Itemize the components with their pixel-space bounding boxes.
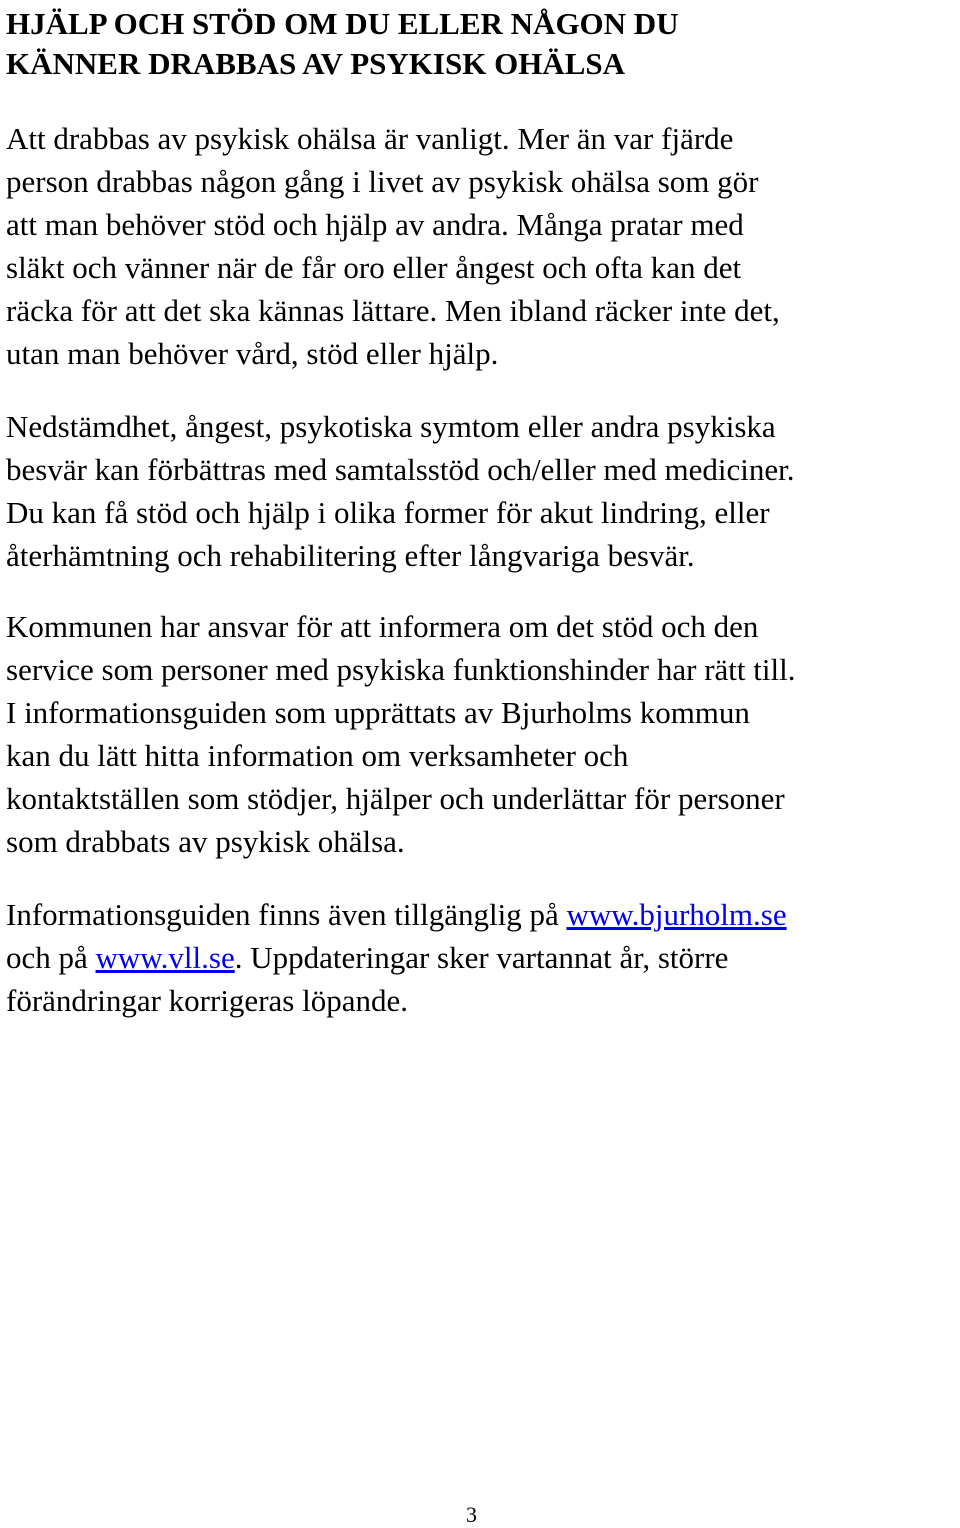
text-line: räcka för att det ska kännas lättare. Men ibland räcker inte det,	[6, 293, 780, 328]
text-line: Nedstämdhet, ångest, psykotiska symtom eller andra psykiska	[6, 409, 776, 444]
heading-line-2: KÄNNER DRABBAS AV PSYKISK OHÄLSA	[6, 46, 626, 81]
bjurholm-link[interactable]: www.bjurholm.se	[566, 897, 787, 932]
text-line: kontaktställen som stödjer, hjälper och underlättar för personer	[6, 781, 785, 816]
text-line: som drabbats av psykisk ohälsa.	[6, 824, 405, 859]
guide-text-prefix: och på	[6, 940, 96, 975]
paragraph-municipality	[6, 605, 960, 863]
page-heading	[6, 4, 906, 84]
text-line: kan du lätt hitta information om verksamheter och	[6, 738, 629, 773]
text-line: utan man behöver vård, stöd eller hjälp.	[6, 336, 499, 371]
vll-link[interactable]: www.vll.se	[95, 940, 235, 975]
text-line: service som personer med psykiska funktionshinder har rätt till.	[6, 652, 796, 687]
text-line: besvär kan förbättras med samtalsstöd och/eller med mediciner.	[6, 452, 795, 487]
page-number: 3	[466, 1502, 477, 1527]
text-line: Att drabbas av psykisk ohälsa är vanligt. Mer än var fjärde	[6, 121, 734, 156]
text-line: förändringar korrigeras löpande.	[6, 983, 408, 1018]
heading-line-1: HJÄLP OCH STÖD OM DU ELLER NÅGON DU	[6, 6, 679, 41]
text-line: släkt och vänner när de får oro eller ångest och ofta kan det	[6, 250, 742, 285]
guide-text: Informationsguiden finns även tillgänglig på	[6, 897, 567, 932]
paragraph-intro	[6, 117, 960, 375]
text-line: att man behöver stöd och hjälp av andra. Många pratar med	[6, 207, 744, 242]
text-line	[6, 936, 960, 979]
text-line	[6, 893, 960, 936]
text-line: person drabbas någon gång i livet av psykisk ohälsa som gör	[6, 164, 759, 199]
text-line: återhämtning och rehabilitering efter långvariga besvär.	[6, 538, 695, 573]
guide-text-suffix: . Uppdateringar sker vartannat år, större	[234, 940, 729, 975]
text-line: I informationsguiden som upprättats av Bjurholms kommun	[6, 695, 750, 730]
paragraph-guide-availability	[6, 893, 960, 1022]
paragraph-symptoms	[6, 405, 960, 577]
text-line: Du kan få stöd och hjälp i olika former för akut lindring, eller	[6, 495, 770, 530]
text-line: Kommunen har ansvar för att informera om det stöd och den	[6, 609, 759, 644]
